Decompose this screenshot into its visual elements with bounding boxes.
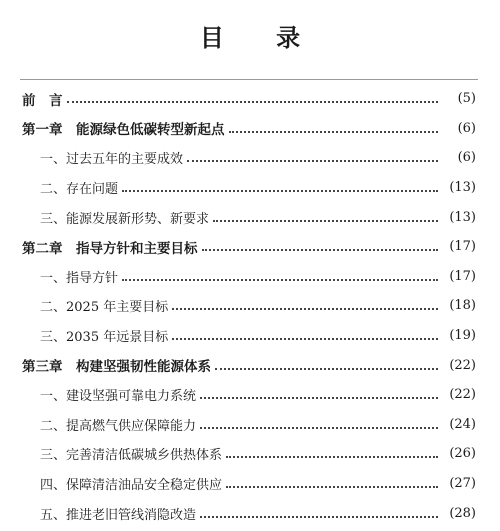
dot-leader — [200, 396, 438, 399]
entry-label: 一、建设坚强可靠电力系统 — [40, 389, 197, 405]
entry-page-number: (28) — [449, 505, 476, 521]
entry-label: 三、能源发展新形势、新要求 — [40, 211, 210, 227]
toc-entry-preface[interactable] — [0, 84, 500, 114]
entry-page-number: (24) — [449, 416, 476, 432]
dot-leader — [67, 100, 439, 103]
entry-page-number: (19) — [449, 328, 476, 344]
dot-leader — [202, 248, 439, 251]
dot-leader — [200, 515, 438, 518]
toc-title: 目 录 — [199, 24, 323, 52]
entry-label: 五、推进老旧管线消隐改造 — [40, 507, 197, 523]
entry-label: 第三章 构建坚强韧性能源体系 — [22, 359, 211, 376]
toc-entry-chapter-2[interactable] — [0, 232, 500, 262]
entry-page-number: (6) — [457, 120, 476, 136]
toc-entry-section-3-2[interactable] — [0, 410, 500, 440]
toc-entry-section-2-2[interactable] — [0, 291, 500, 321]
entry-page-number: (6) — [457, 150, 476, 166]
dot-leader — [215, 367, 438, 370]
toc-list — [0, 84, 500, 528]
dot-leader — [229, 130, 439, 133]
entry-label: 一、指导方针 — [40, 270, 119, 286]
toc-entry-section-3-5[interactable] — [0, 498, 500, 528]
entry-page-number: (18) — [449, 298, 476, 314]
toc-entry-section-2-3[interactable] — [0, 321, 500, 351]
dot-leader — [172, 337, 438, 340]
entry-page-number: (13) — [449, 180, 476, 196]
toc-entry-section-1-1[interactable] — [0, 143, 500, 173]
entry-label: 二、存在问题 — [40, 182, 119, 198]
toc-entry-section-1-2[interactable] — [0, 173, 500, 203]
entry-page-number: (13) — [449, 209, 476, 225]
title-divider — [20, 79, 478, 80]
entry-label: 三、完善清洁低碳城乡供热体系 — [40, 448, 223, 464]
entry-page-number: (22) — [449, 387, 476, 403]
entry-label: 四、保障清洁油品安全稳定供应 — [40, 478, 223, 494]
entry-page-number: (22) — [449, 357, 476, 373]
entry-label: 二、提高燃气供应保障能力 — [40, 418, 197, 434]
dot-leader — [200, 426, 438, 429]
dot-leader — [187, 159, 438, 162]
toc-entry-section-1-3[interactable] — [0, 202, 500, 232]
entry-page-number: (27) — [449, 476, 476, 492]
entry-label: 二、2025 年主要目标 — [40, 300, 169, 316]
toc-entry-chapter-3[interactable] — [0, 350, 500, 380]
entry-label: 第一章 能源绿色低碳转型新起点 — [22, 122, 225, 139]
entry-page-number: (17) — [449, 239, 476, 255]
entry-label: 前 言 — [22, 92, 63, 109]
entry-label: 三、2035 年远景目标 — [40, 330, 169, 346]
entry-label: 一、过去五年的主要成效 — [40, 152, 184, 168]
entry-label: 第二章 指导方针和主要目标 — [22, 240, 198, 257]
toc-entry-section-2-1[interactable] — [0, 262, 500, 292]
dot-leader — [122, 278, 438, 281]
toc-entry-section-3-3[interactable] — [0, 439, 500, 469]
entry-page-number: (5) — [457, 91, 476, 107]
toc-entry-chapter-1[interactable] — [0, 114, 500, 144]
dot-leader — [122, 189, 438, 192]
toc-entry-section-3-4[interactable] — [0, 469, 500, 499]
dot-leader — [226, 485, 438, 488]
dot-leader — [172, 307, 438, 310]
dot-leader — [213, 219, 438, 222]
entry-page-number: (26) — [449, 446, 476, 462]
entry-page-number: (17) — [449, 268, 476, 284]
toc-entry-section-3-1[interactable] — [0, 380, 500, 410]
dot-leader — [226, 455, 438, 458]
